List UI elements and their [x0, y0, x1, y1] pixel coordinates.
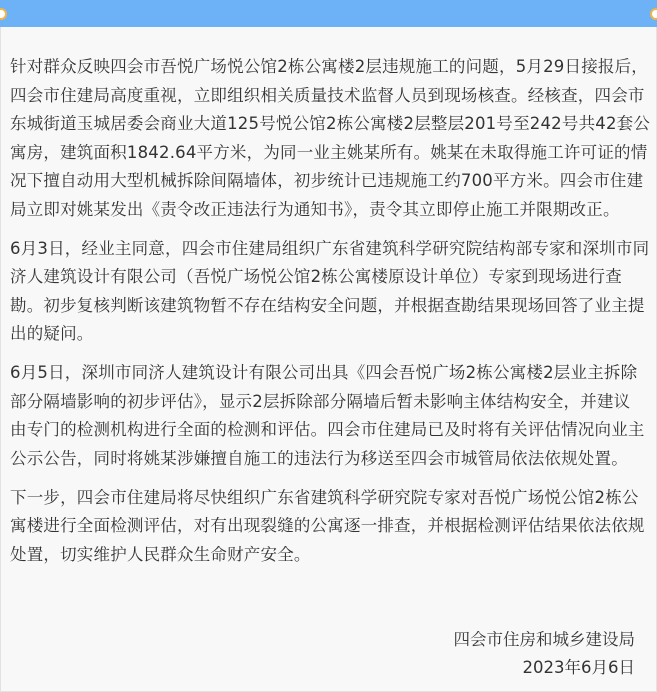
- paragraph-june-5: [10, 359, 650, 473]
- text-line: 处置，切实维护人民群众生命财产安全。: [10, 544, 311, 564]
- text-line: 6月5日，深圳市同济人建筑设计有限公司出具《四会吾悦广场2栋公寓楼2层业主拆除: [10, 363, 638, 382]
- text-line: 6月3日，经业主同意，四会市住建局组织广东省建筑科学研究院结构部专家和深圳市同: [10, 238, 650, 258]
- paragraph-initial-report: [10, 53, 650, 224]
- text-line: 下一步，四会市住建局将尽快组织广东省建筑科学研究院专家对吾悦广场悦公馆2栋公: [10, 487, 639, 507]
- paragraph-next-steps: [10, 484, 650, 570]
- issue-date: 2023年6月6日: [522, 658, 635, 677]
- text-line: 况下擅自动用大型机械拆除间隔墙体，初步统计已违规施工约700平方米。四会市住建: [10, 171, 644, 190]
- text-line: 公示公告，同时将姚某涉嫌擅自施工的违法行为移送至四会市城管局依法依规处置。: [10, 448, 628, 468]
- text-line: 出的疑问。: [10, 324, 94, 343]
- header-banner: [0, 0, 657, 27]
- text-line: 由专门的检测机构进行全面的检测和评估。四会市住建局已及时将有关评估情况向业主: [10, 420, 645, 439]
- text-line: 针对群众反映四会市吾悦广场悦公馆2栋公寓楼2层违规施工的问题，5月29日接报后，: [10, 57, 648, 76]
- text-line: 局立即对姚某发出《责令改正违法行为通知书》，责令其立即停止施工并限期改正。: [10, 199, 620, 219]
- text-line: 四会市住建局高度重视，立即组织相关质量技术监督人员到现场核查。经核查，四会市: [10, 85, 645, 105]
- text-line: 勘。初步复核判断该建筑物暂不存在结构安全问题，并根据查勘结果现场回答了业主提: [10, 295, 645, 315]
- paragraph-june-3: [10, 235, 650, 349]
- ornament-dot-icon: [0, 8, 7, 20]
- issuer-signature: 四会市住房和城乡建设局: [453, 630, 635, 649]
- ornament-dot-icon: [650, 8, 657, 20]
- text-line: 济人建筑设计有限公司（吾悦广场悦公馆2栋公寓楼原设计单位）专家到现场进行查: [10, 267, 622, 286]
- document-body: [10, 53, 650, 580]
- text-line: 寓房，建筑面积1842.64平方米，为同一业主姚某所有。姚某在未取得施工许可证的情: [10, 142, 648, 162]
- text-line: 部分隔墙影响的初步评估》，显示2层拆除部分隔墙后暂未影响主体结构安全，并建议: [10, 391, 631, 411]
- text-line: 寓楼进行全面检测评估，对有出现裂缝的公寓逐一排查，并根据检测评估结果依法依规: [10, 516, 645, 535]
- text-line: 东城街道玉城居委会商业大道125号悦公馆2栋公寓楼2层整层201号至242号共42套公: [10, 114, 651, 133]
